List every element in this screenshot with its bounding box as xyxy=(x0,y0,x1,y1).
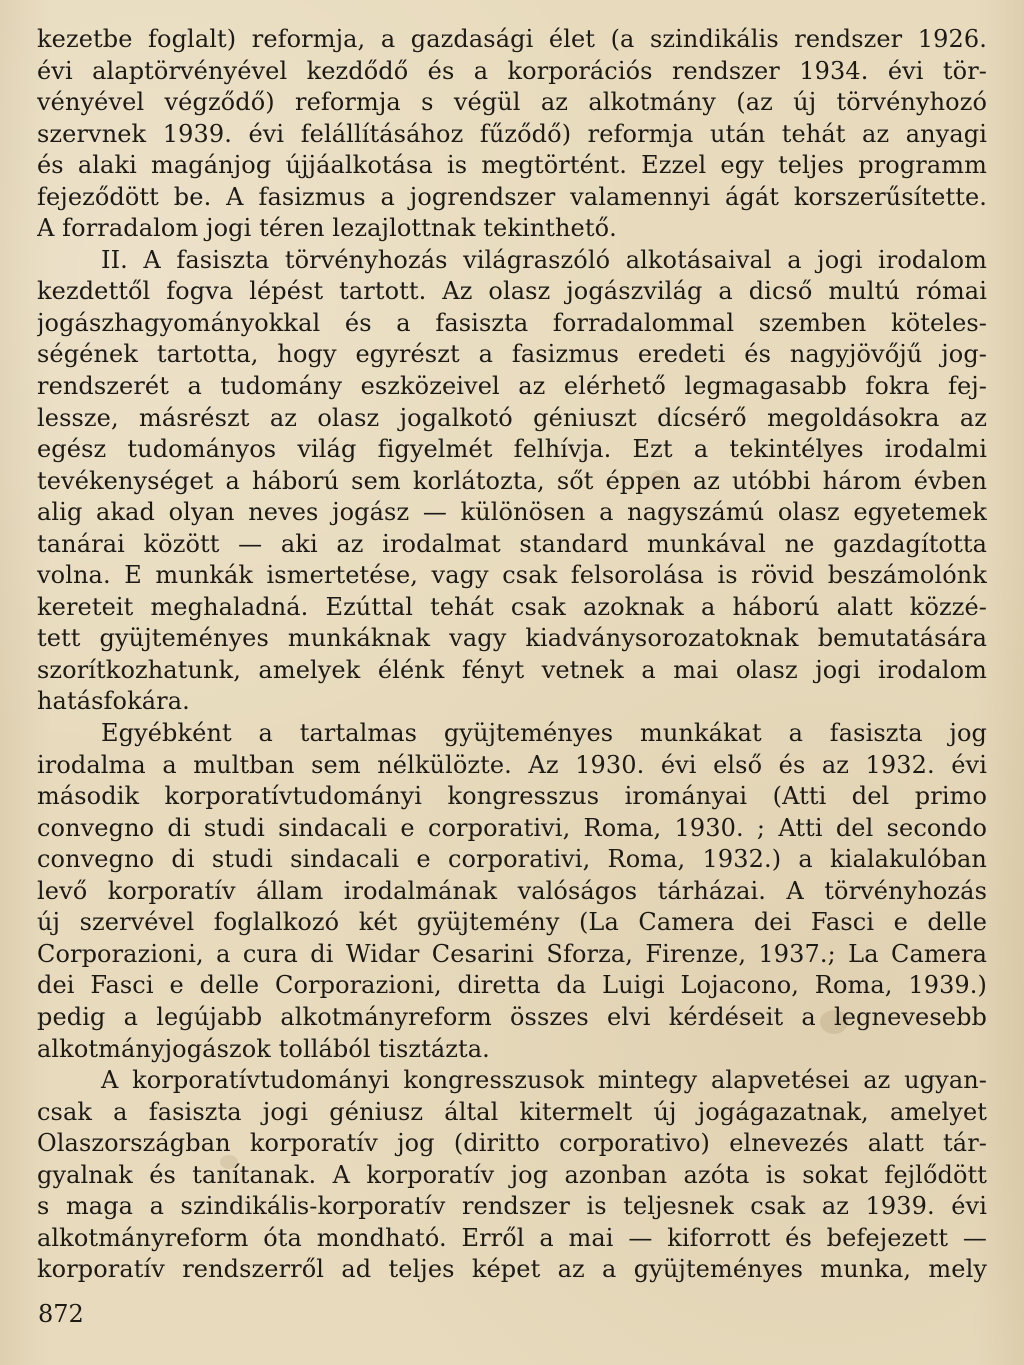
text-line: Olaszországban korporatív jog (diritto corporativo) elnevezés alatt tár- xyxy=(37,1129,987,1158)
text-line: korporatív rendszerről ad teljes képet az a gyüjteményes munka, mely xyxy=(37,1255,987,1284)
text-line: fejeződött be. A fasizmus a jogrendszer valamennyi ágát korszerűsítette. xyxy=(37,182,987,211)
text-line: egész tudományos világ figyelmét felhívja. Ezt a tekintélyes irodalmi xyxy=(37,435,987,464)
text-line: alkotmányreform óta mondható. Erről a mai — kiforrott és befejezett — xyxy=(37,1223,987,1252)
text-line: A forradalom jogi téren lezajlottnak tekinthető. xyxy=(37,214,617,243)
text-line: irodalma a multban sem nélkülözte. Az 1930. évi első és az 1932. évi xyxy=(37,750,987,779)
text-line: gyalnak és tanítanak. A korporatív jog azonban azóta is sokat fejlődött xyxy=(37,1160,987,1189)
body-text xyxy=(37,24,987,1286)
text-line: második korporatívtudományi kongresszus irományai (Atti del primo xyxy=(37,782,987,811)
text-line: kezdettől fogva lépést tartott. Az olasz jogászvilág a dicső multú római xyxy=(37,277,987,306)
text-line: vényével végződő) reformja s végül az alkotmány (az új törvényhozó xyxy=(37,88,987,117)
text-line: levő korporatív állam irodalmának valóságos tárházai. A törvényhozás xyxy=(37,876,987,905)
text-line: A korporatívtudományi kongresszusok mintegy alapvetései az ugyan- xyxy=(101,1066,987,1095)
text-line: tanárai között — aki az irodalmat standard munkával ne gazdagította xyxy=(37,529,987,558)
text-line: convegno di studi sindacali e corporativi, Roma, 1932.) a kialakulóban xyxy=(37,845,987,874)
text-line: ségének tartotta, hogy egyrészt a fasizmus eredeti és nagyjövőjű jog- xyxy=(37,340,987,369)
text-line: jogászhagyományokkal és a fasiszta forradalommal szemben köteles- xyxy=(37,308,987,337)
text-line: tett gyüjteményes munkáknak vagy kiadványsorozatoknak bemutatására xyxy=(37,624,987,653)
text-line: s maga a szindikális-korporatív rendszer is teljesnek csak az 1939. évi xyxy=(37,1192,987,1221)
text-line: alkotmányjogászok tollából tisztázta. xyxy=(37,1034,490,1063)
text-line: hatásfokára. xyxy=(37,687,190,716)
text-line: szervnek 1939. évi felállításához fűződő) reformja után tehát az anyagi xyxy=(37,119,987,148)
text-line: Corporazioni, a cura di Widar Cesarini Sforza, Firenze, 1937.; La Camera xyxy=(37,939,987,968)
text-line: szorítkozhatunk, amelyek élénk fényt vetnek a mai olasz jogi irodalom xyxy=(37,655,987,684)
text-line: rendszerét a tudomány eszközeivel az elérhető legmagasabb fokra fej- xyxy=(37,372,987,401)
page-number: 872 xyxy=(38,1300,84,1328)
text-line: dei Fasci e delle Corporazioni, diretta da Luigi Lojacono, Roma, 1939.) xyxy=(37,971,987,1000)
text-line: kezetbe foglalt) reformja, a gazdasági élet (a szindikális rendszer 1926. xyxy=(37,25,987,53)
text-line: kereteit meghaladná. Ezúttal tehát csak azoknak a háború alatt közzé- xyxy=(37,592,987,621)
text-line: alig akad olyan neves jogász — különösen a nagyszámú olasz egyetemek xyxy=(37,498,987,527)
text-line: lessze, másrészt az olasz jogalkotó géniuszt dícsérő megoldásokra az xyxy=(37,403,987,432)
text-line: csak a fasiszta jogi géniusz által kitermelt új jogágazatnak, amelyet xyxy=(37,1097,987,1126)
text-line: II. A fasiszta törvényhozás világraszóló alkotásaival a jogi irodalom xyxy=(101,245,987,274)
text-line: tevékenységet a háború sem korlátozta, sőt éppen az utóbbi három évben xyxy=(37,466,987,495)
text-line: pedig a legújabb alkotmányreform összes elvi kérdéseit a legnevesebb xyxy=(37,1002,987,1031)
text-line: évi alaptörvényével kezdődő és a korporációs rendszer 1934. évi tör- xyxy=(37,56,987,85)
text-line: új szervével foglalkozó két gyüjtemény (La Camera dei Fasci e delle xyxy=(37,908,987,937)
text-line: convegno di studi sindacali e corporativi, Roma, 1930. ; Atti del secondo xyxy=(37,813,987,842)
text-line: és alaki magánjog újjáalkotása is megtörtént. Ezzel egy teljes programm xyxy=(37,151,987,180)
text-line: Egyébként a tartalmas gyüjteményes munkákat a fasiszta jog xyxy=(101,719,987,748)
text-line: volna. E munkák ismertetése, vagy csak felsorolása is rövid beszámolónk xyxy=(37,561,987,590)
